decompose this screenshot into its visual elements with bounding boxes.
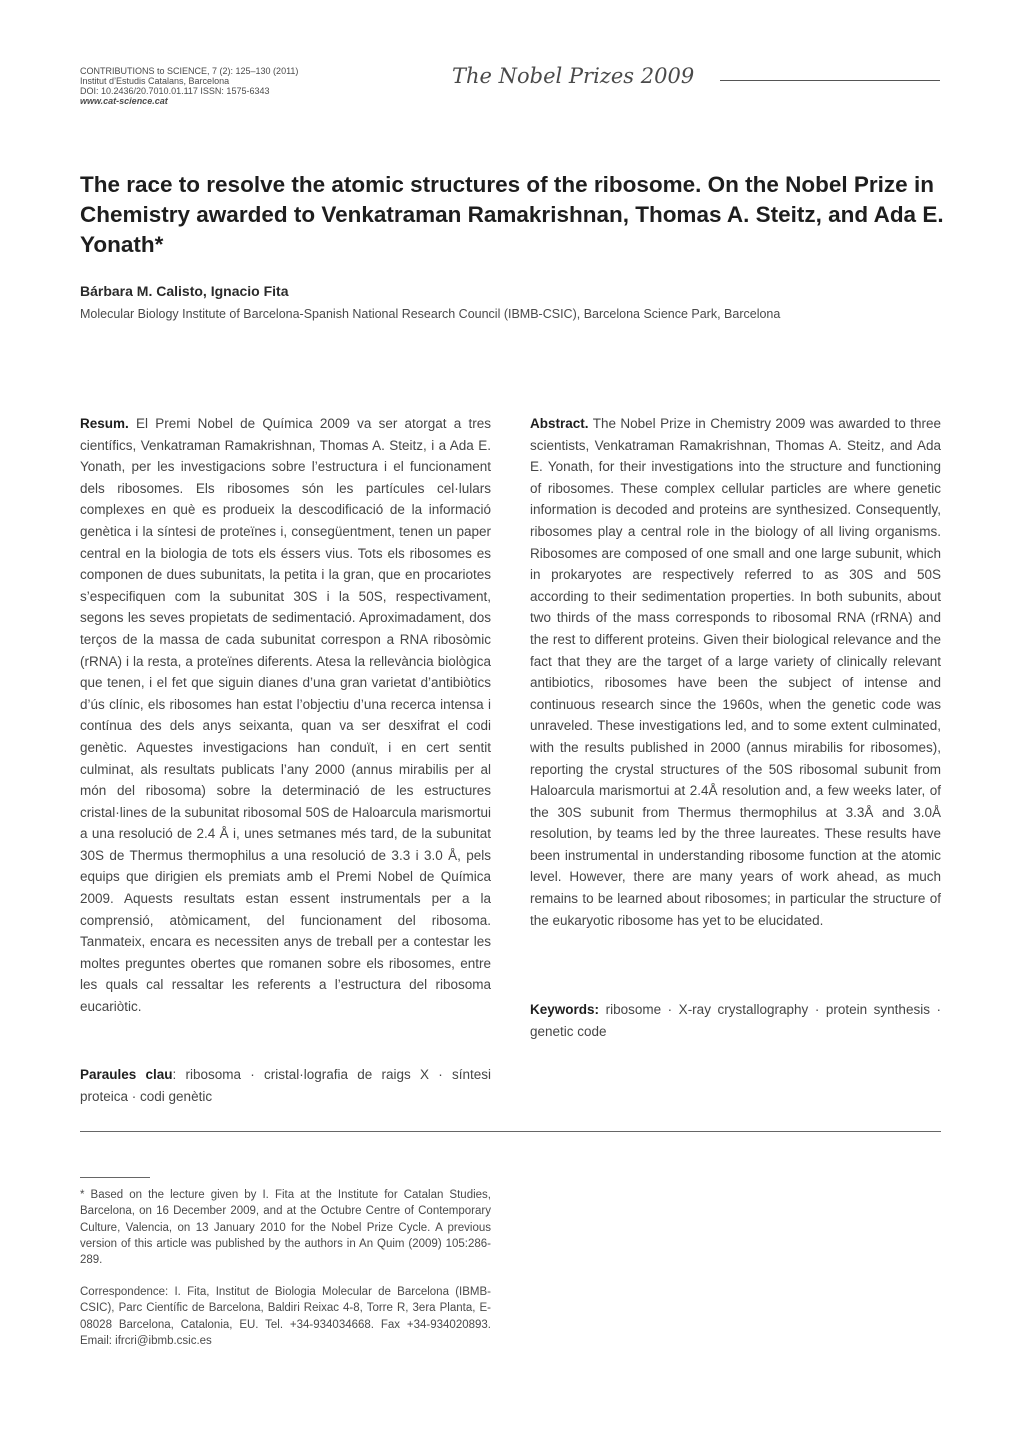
abstract-block [530,413,941,931]
keywords-catalan: Paraules clau: ribosoma · cristal·lografia de raigs X · síntesi proteica · codi genètic [80,1067,491,1104]
section-divider [80,1131,941,1132]
keywords-catalan-text: ribosoma · cristal·lografia de raigs X · síntesi proteica · codi genètic [80,1067,491,1104]
keywords-english-label: Keywords: [530,1002,600,1017]
resum-text: El Premi Nobel de Química 2009 va ser atorgat a tres científics, Venkatraman Ramakrishnan, Thomas A. Steitz, i a Ada E. Yonath, per les investigacions sobre l’estructura i el funcionament dels ribosomes. Els ribosomes són les partícules cel·lulars complexes en què es produeix la descodificació de la informació genètica i la síntesi de proteïnes i, consegüentment, tenen un paper central en la biologia de tots els éssers vius. Tots els ribosomes es componen de dues subunitats, la petita i la gran, que en procariotes s’especifiquen com la subunitat 30S i la 50S, respectivament, segons les seves propietats de sedimentació. Aproximadament, dos terços de la massa de cada subunitat correspon a RNA ribosòmic (rRNA) i la resta, a proteïnes diferents. Atesa la rellevància biològica que tenen, i el fet que siguin dianes d’una gran varietat d’antibiòtics d’ús clínic, els ribosomes han estat l’objectiu d’una recerca intensa i contínua des dels anys seixanta, quan va ser desxifrat el codi genètic. Aquestes investigacions han conduït, i en cert sentit culminat, als resultats publicats l’any 2000 (annus mirabilis per al món del ribosoma) sobre la determinació de les estructures cristal·lines de la subunitat ribosomal 50S de Haloarcula marismortui a una resolució de 2.4 Å i, unes setmanes més tard, de la subunitat 30S de Thermus thermophilus a una resolució de 3.3 i 3.0 Å, pels equips que dirigien els premiats amb el Premi Nobel de Química 2009. Aquests resultats estan essent instrumentals per a la comprensió, atòmicament, del funcionament del ribosoma. Tanmateix, encara es necessiten anys de treball per a contestar les moltes preguntes obertes que romanen sobre els ribosomes, entre les quals cal ressaltar les referents a l’estructura del ribosoma eucariòtic. [80,416,491,1015]
affiliation: Molecular Biology Institute of Barcelona-Spanish National Research Council (IBMB-CSIC), Barcelona Science Park, Barcelona [80,307,781,321]
correspondence: Correspondence: I. Fita, Institut de Biologia Molecular de Barcelona (IBMB-CSIC), Parc Científic de Barcelona, Baldiri Reixac 4-8, Torre R, 3era Planta, E-08028 Barcelona, Catalonia, EU. Tel. +34-934034668. Fax +34-934020893. Email: ifrcri@ibmb.csic.es [80,1286,491,1347]
keywords-english [530,999,941,1042]
footnote-rule [80,1177,150,1178]
footnote: * Based on the lecture given by I. Fita at the Institute for Catalan Studies, Barcelona, on 16 December 2009, and at the Octubre Centre of Contemporary Culture, Valencia, on 13 January 2010 for the Nobel Prize Cycle. A previous version of this article was published by the authors in An Quim (2009) 105:286-289. [80,1189,491,1267]
article-title: The race to resolve the atomic structures of the ribosome. On the Nobel Prize in Chemistry awarded to Venkatraman Ramakrishnan, Thomas A. Steitz, and Ada E. Yonath* [80,172,944,257]
journal-publisher: Institut d’Estudis Catalans, Barcelona [80,76,230,86]
journal-info [80,66,410,106]
keywords-english-text: ribosome · X-ray crystallography · protein synthesis · genetic code [530,1002,941,1039]
abstract-label: Abstract. [530,416,589,431]
resum-block [80,413,491,1018]
journal-citation: CONTRIBUTIONS to SCIENCE, 7 (2): 125–130 (2011) [80,66,299,76]
series-title: The Nobel Prizes 2009 [452,64,695,88]
authors: Bárbara M. Calisto, Ignacio Fita [80,283,289,299]
resum-label: Resum. [80,416,129,431]
journal-website-link[interactable]: www.cat-science.cat [80,96,168,106]
keywords-catalan-label: Paraules clau [80,1067,173,1082]
journal-doi: DOI: 10.2436/20.7010.01.117 ISSN: 1575-6343 [80,86,270,96]
header-rule [720,80,940,81]
abstract-text: The Nobel Prize in Chemistry 2009 was awarded to three scientists, Venkatraman Ramakrishnan, Thomas A. Steitz, and Ada E. Yonath, for their investigations into the structure and functioning of ribosomes. These complex cellular particles are where genetic information is decoded and proteins are synthesized. Consequently, ribosomes play a central role in the biology of all living organisms. Ribosomes are composed of one small and one large subunit, which in prokaryotes are respectively referred to as 30S and 50S according to their sedimentation properties. In both subunits, about two thirds of the mass corresponds to ribosomal RNA (rRNA) and the rest to different proteins. Given their biological relevance and the fact that they are the target of a large variety of clinically relevant antibiotics, ribosomes have been the subject of intense and continuous research since the 1960s, when the genetic code was unraveled. These investigations led, and to some extent culminated, with the results published in 2000 (annus mirabilis for ribosomes), reporting the crystal structures of the 50S ribosomal subunit from Haloarcula marismortui at 2.4Å resolution and, a few weeks later, of the 30S subunit from Thermus thermophilus at 3.3Å and 3.0Å resolution, by teams led by the three laureates. These results have been instrumental in understanding ribosome function at the atomic level. However, there are many years of work ahead, as much remains to be learned about ribosomes; in particular the structure of the eukaryotic ribosome has yet to be elucidated. [530,416,941,928]
